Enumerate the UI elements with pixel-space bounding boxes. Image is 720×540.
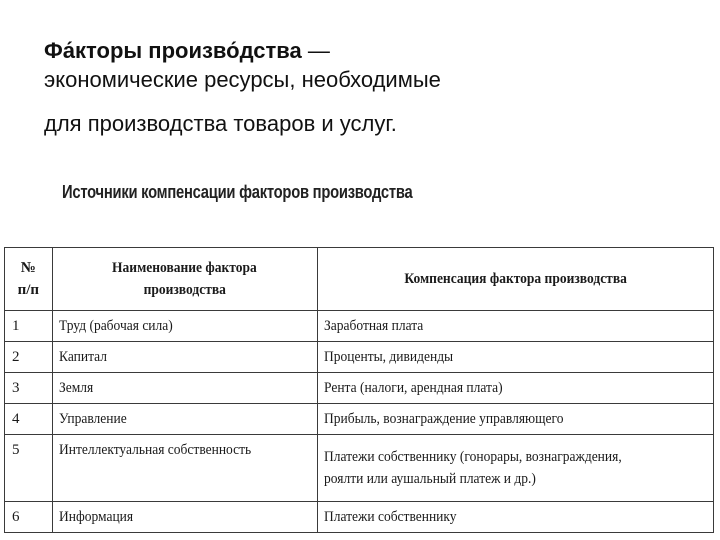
table-row xyxy=(5,373,714,404)
row-number: 5 xyxy=(5,435,53,502)
row-factor-name xyxy=(52,502,317,533)
row-compensation-text: Рента (налоги, арендная плата) xyxy=(324,380,503,396)
row-number: 1 xyxy=(5,311,53,342)
row-number: 6 xyxy=(5,502,53,533)
row-compensation xyxy=(318,373,714,404)
header-factor-name xyxy=(52,248,317,311)
row-compensation xyxy=(318,502,714,533)
header-number xyxy=(5,248,53,311)
row-factor-name-text: Капитал xyxy=(58,349,107,365)
row-factor-name xyxy=(52,342,317,373)
table-row xyxy=(5,435,714,502)
definition-text xyxy=(44,36,684,138)
row-compensation-line-2: роялти или аушальный платеж и др.) xyxy=(324,471,536,487)
row-factor-name xyxy=(52,404,317,435)
row-compensation xyxy=(318,404,714,435)
row-number: 2 xyxy=(5,342,53,373)
header-factor-name-line-1: Наименование фактора xyxy=(112,260,258,276)
definition-line-2: экономические ресурсы, необходимые xyxy=(44,67,441,92)
factors-table xyxy=(4,247,714,533)
table-row xyxy=(5,404,714,435)
table-header-row xyxy=(5,248,714,311)
row-compensation xyxy=(318,435,714,502)
row-factor-name xyxy=(52,373,317,404)
definition-line-3: для производства товаров и услуг. xyxy=(44,111,397,136)
header-compensation-text: Компенсация фактора производства xyxy=(404,271,627,287)
table-row xyxy=(5,342,714,373)
definition-dash: — xyxy=(301,38,330,63)
header-number-line-1: № xyxy=(20,260,36,276)
row-compensation-text: Прибыль, вознаграждение управляющего xyxy=(324,411,564,427)
row-number: 4 xyxy=(5,404,53,435)
header-compensation xyxy=(318,248,714,311)
header-factor-name-line-2: производства xyxy=(143,282,226,298)
row-factor-name xyxy=(52,435,317,502)
table-title: Источники компенсации факторов производства xyxy=(62,182,413,202)
definition-term: Фа́кторы произво́дства xyxy=(44,38,302,63)
row-compensation-text: Проценты, дивиденды xyxy=(324,349,454,365)
row-factor-name-text: Труд (рабочая сила) xyxy=(58,318,173,334)
row-number: 3 xyxy=(5,373,53,404)
row-factor-name xyxy=(52,311,317,342)
row-compensation-text: Платежи собственнику xyxy=(324,509,457,525)
row-factor-name-text: Земля xyxy=(58,380,93,396)
header-number-line-2: п/п xyxy=(17,282,40,298)
row-compensation xyxy=(318,311,714,342)
row-factor-name-text: Интеллектуальная собственность xyxy=(58,442,251,458)
table-row xyxy=(5,502,714,533)
row-compensation xyxy=(318,342,714,373)
row-compensation-text: Заработная плата xyxy=(324,318,424,334)
row-factor-name-text: Управление xyxy=(58,411,127,427)
row-factor-name-text: Информация xyxy=(58,509,133,525)
row-compensation-line-1: Платежи собственнику (гонорары, вознаграждения, xyxy=(324,449,622,465)
table-row xyxy=(5,311,714,342)
